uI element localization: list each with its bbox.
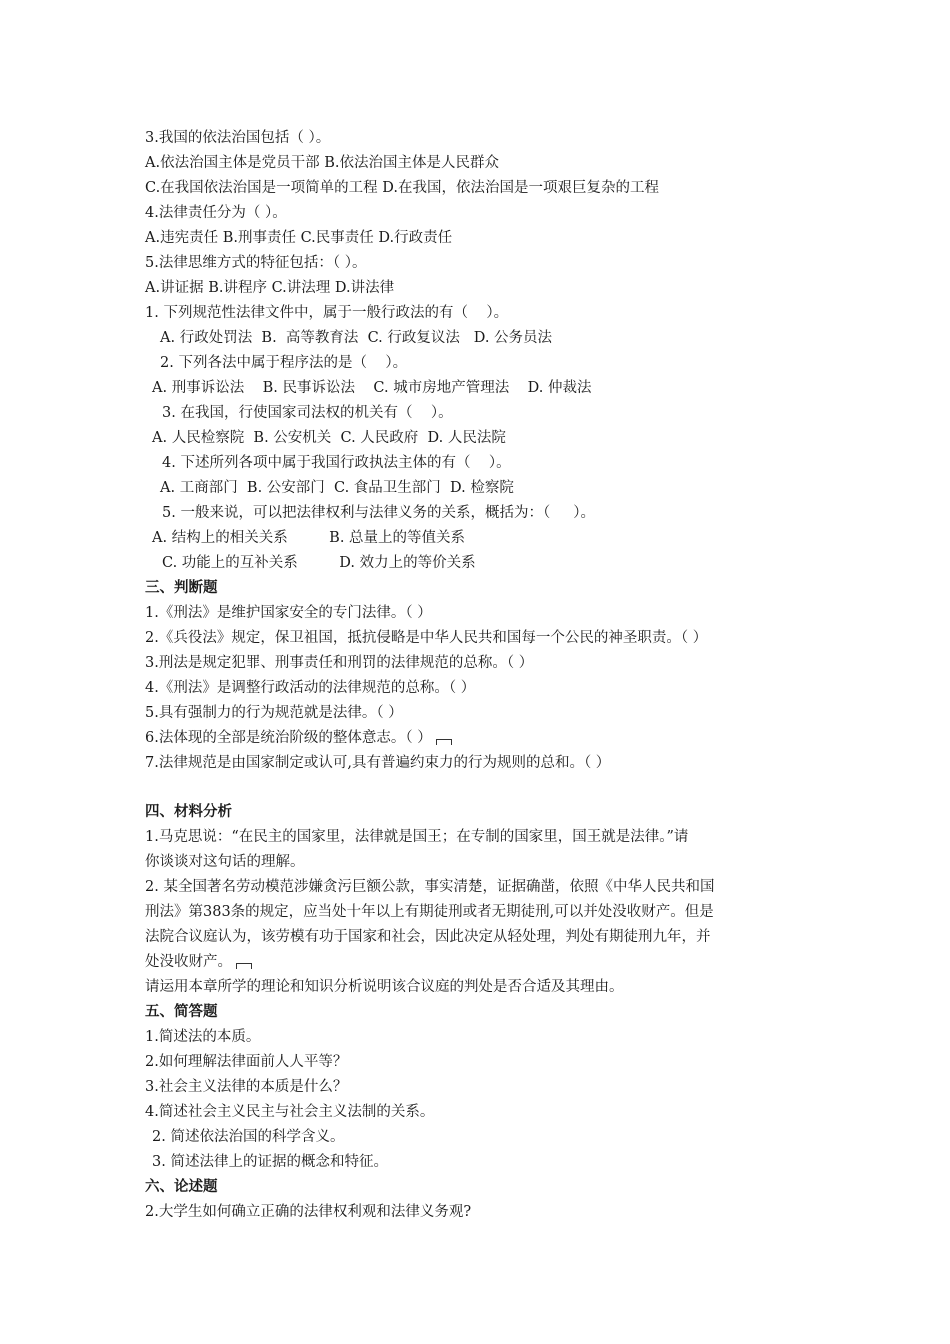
option-line: A.讲证据 B.讲程序 C.讲法理 D.讲法律 (145, 280, 395, 296)
question-line: 5. 一般来说，可以把法律权利与法律义务的关系，概括为：（ ）。 (162, 505, 595, 521)
question-line: 2. 下列各法中属于程序法的是（ ）。 (160, 355, 408, 371)
section-heading: 三、判断题 (145, 579, 218, 596)
option-line: A. 刑事诉讼法 B. 民事诉讼法 C. 城市房地产管理法 D. 仲裁法 (152, 380, 592, 396)
option-line: A. 行政处罚法 B. 高等教育法 C. 行政复议法 D. 公务员法 (160, 330, 553, 346)
section-heading: 五、简答题 (145, 1003, 218, 1020)
question-line: 1.《刑法》是维护国家安全的专门法律。（ ） (145, 605, 432, 621)
section-heading: 四、材料分析 (145, 803, 232, 820)
question-line (145, 728, 452, 748)
section-heading: 六、论述题 (145, 1178, 218, 1195)
option-line: C.在我国依法治国是一项简单的工程 D.在我国，依法治国是一项艰巨复杂的工程 (145, 180, 660, 196)
option-line: A. 结构上的相关关系 B. 总量上的等值关系 (152, 530, 466, 546)
question-line: 请运用本章所学的理论和知识分析说明该合议庭的判处是否合适及其理由。 (145, 979, 624, 995)
question-line: 2.大学生如何确立正确的法律权利观和法律义务观? (145, 1204, 472, 1220)
question-line: 刑法》第383条的规定，应当处十年以上有期徒刑或者无期徒刑,可以并处没收财产。但是 (145, 904, 714, 920)
question-line: 3. 在我国，行使国家司法权的机关有（ ）。 (162, 405, 453, 421)
question-line: 3.社会主义法律的本质是什么？ (145, 1079, 348, 1095)
question-line: 2.《兵役法》规定，保卫祖国，抵抗侵略是中华人民共和国每一个公民的神圣职责。（ ） (145, 630, 708, 646)
option-line: A.依法治国主体是党员干部 B.依法治国主体是人民群众 (145, 155, 499, 171)
question-line: 3. 简述法律上的证据的概念和特征。 (152, 1154, 388, 1170)
question-line: 你谈谈对这句话的理解。 (145, 854, 305, 870)
question-line: 4. 下述所列各项中属于我国行政执法主体的有（ ）。 (162, 455, 511, 471)
question-line: 1.简述法的本质。 (145, 1029, 261, 1045)
line-text: 处没收财产。 (145, 954, 232, 970)
question-line: 2.如何理解法律面前人人平等？ (145, 1054, 348, 1070)
question-line: 1. 下列规范性法律文件中，属于一般行政法的有（ ）。 (145, 305, 509, 321)
question-line: 1.马克思说：“在民主的国家里，法律就是国王；在专制的国家里，国王就是法律。”请 (145, 829, 689, 845)
question-line: 4.《刑法》是调整行政活动的法律规范的总称。（ ） (145, 680, 476, 696)
question-line: 法院合议庭认为，该劳模有功于国家和社会，因此决定从轻处理，判处有期徒刑九年，并 (145, 929, 711, 945)
paragraph-mark-icon (236, 963, 252, 969)
question-line: 7.法律规范是由国家制定或认可,具有普遍约束力的行为规则的总和。（ ） (145, 755, 611, 771)
option-line: A. 工商部门 B. 公安部门 C. 食品卫生部门 D. 检察院 (160, 480, 514, 496)
question-line: 5.法律思维方式的特征包括：（ ）。 (145, 255, 367, 271)
question-line: 4.简述社会主义民主与社会主义法制的关系。 (145, 1104, 435, 1120)
question-line: 4.法律责任分为（ ）。 (145, 205, 287, 221)
question-line: 2. 简述依法治国的科学含义。 (152, 1129, 345, 1145)
question-line: 5.具有强制力的行为规范就是法律。（ ） (145, 705, 403, 721)
question-line (145, 952, 252, 972)
question-line: 2. 某全国著名劳动模范涉嫌贪污巨额公款，事实清楚，证据确凿，依照《中华人民共和国 (145, 879, 715, 895)
paragraph-mark-icon (436, 739, 452, 745)
option-line: A. 人民检察院 B. 公安机关 C. 人民政府 D. 人民法院 (152, 430, 506, 446)
option-line: C. 功能上的互补关系 D. 效力上的等价关系 (162, 555, 476, 571)
question-line: 3.我国的依法治国包括（ ）。 (145, 130, 331, 146)
question-line: 3.刑法是规定犯罪、刑事责任和刑罚的法律规范的总称。（ ） (145, 655, 534, 671)
line-text: 6.法体现的全部是统治阶级的整体意志。（ ） (145, 730, 432, 746)
option-line: A.违宪责任 B.刑事责任 C.民事责任 D.行政责任 (145, 230, 453, 246)
